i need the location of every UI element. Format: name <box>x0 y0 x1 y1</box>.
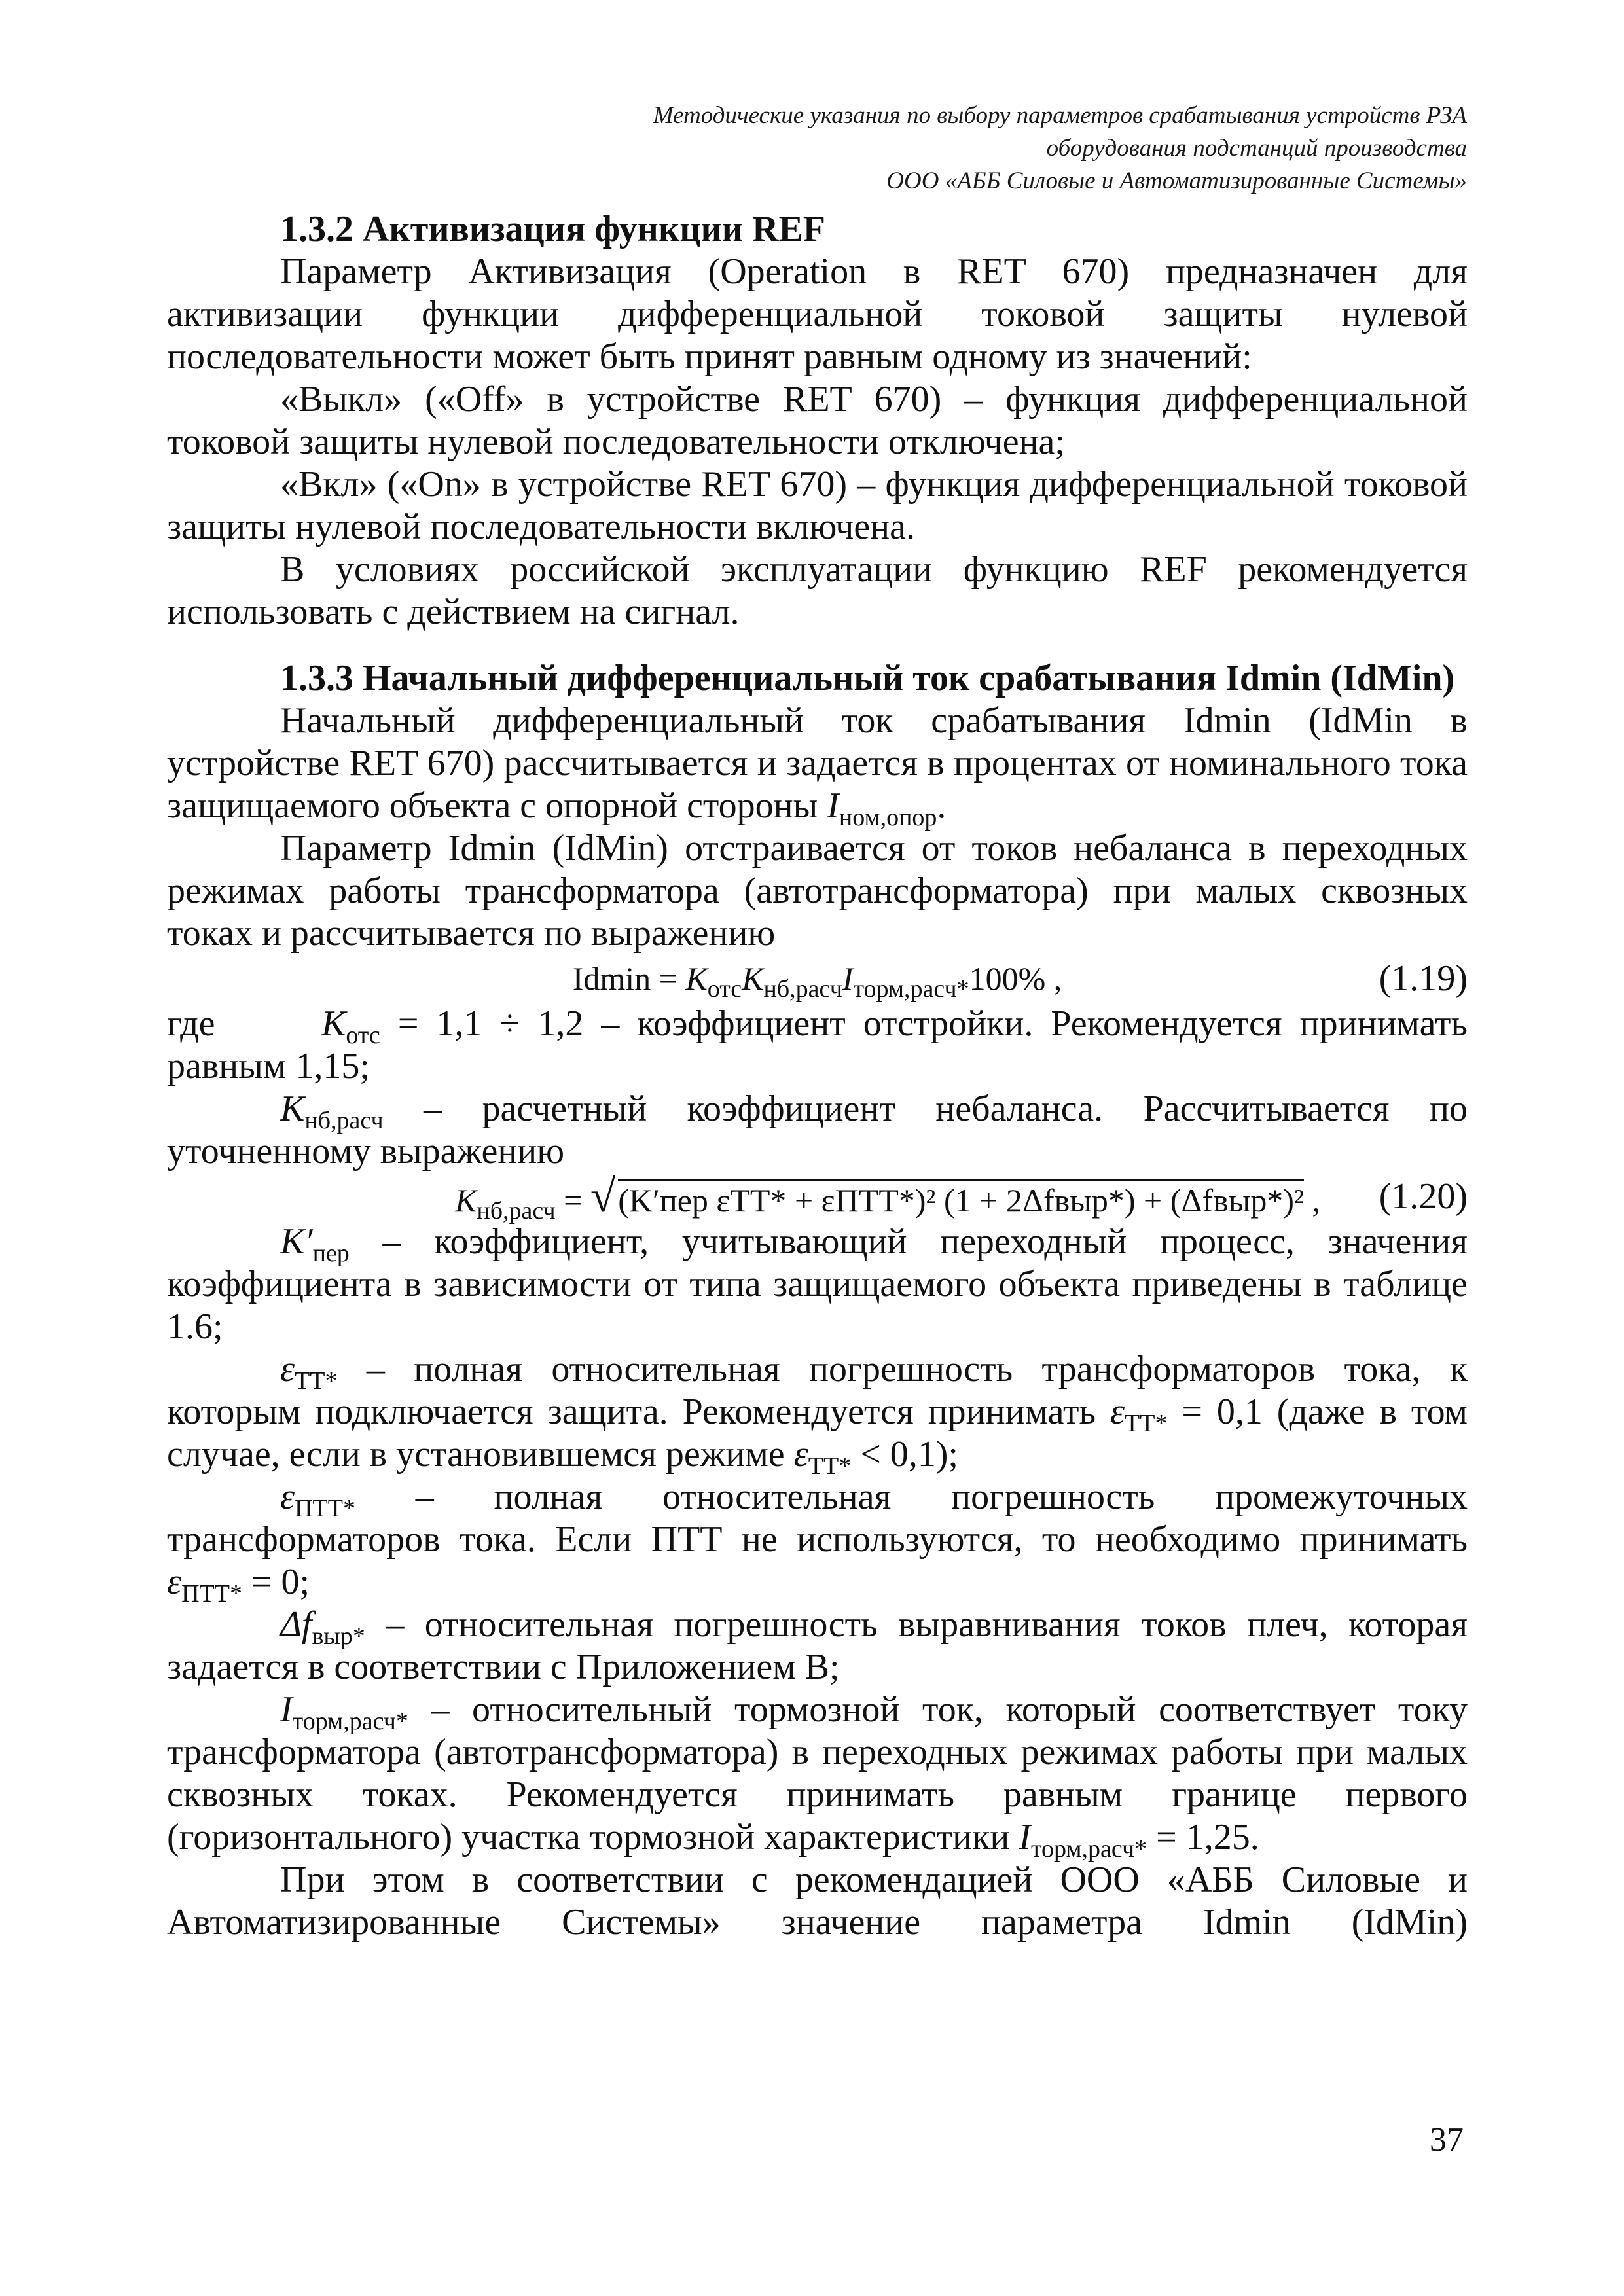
paragraph: Параметр Idmin (IdMin) отстраивается от токов небаланса в переходных режимах работы трансформатора (автотрансформатора) при малых сквозных токах и рассчитывается по выражению <box>167 828 1468 954</box>
formula-1-20: $K_{нб,расч} = √(K'пер$ εТТ* + εПТТ*)² (1 + 2Δfвыр*) + (Δfвыр*)² , (1.20) <box>455 1172 1468 1225</box>
definition-kots: где $K_{отс} = 1,1 \div 1,2$ – коэффициент отстройки. Рекомендуется принимать равным 1,15; <box>167 1003 1468 1086</box>
definition-dfvyr: $\Delta f_{выр*}$ – относительная погрешность выравнивания токов плеч, которая задается в соответствии с Приложением В; <box>167 1604 1468 1687</box>
paragraph: В условиях российской эксплуатации функцию REF рекомендуется использовать с действием на сигнал. <box>167 549 1468 632</box>
paragraph: Параметр Активизация (Operation в RET 670) предназначен для активизации функции дифференциальной токовой защиты нулевой последовательности может быть принят равным одному из значений: <box>167 251 1468 377</box>
paragraph: «Выкл» («Off» в устройстве RET 670) – функция дифференциальной токовой защиты нулевой последовательности отключена; <box>167 379 1468 462</box>
section-heading-1-3-3: 1.3.3 Начальный дифференциальный ток срабатывания Idmin (IdMin) <box>280 658 1455 698</box>
header-line-1: Методические указания по выбору параметров срабатывания устройств РЗА <box>653 102 1467 129</box>
definition-kper: $K'_{пер}$ – коэффициент, учитывающий переходный процесс, значения коэффициента в зависимости от типа защищаемого объекта приведены в таблице 1.6; <box>167 1221 1468 1347</box>
definition-ett: $\varepsilon_{ТТ*}$ – полная относительная погрешность трансформаторов тока, к которым подключается защита. Рекомендуется принимать $\varepsilon_{ТТ*} = 0,1$ (даже в том случае, если в установившемся режиме $\varepsilon_{ТТ*} < 0,1$); <box>167 1349 1468 1480</box>
formula-radicand: (K′пер εТТ* + εПТТ*)² (1 + 2Δfвыр*) + (Δfвыр*)² <box>618 1179 1304 1219</box>
paragraph-continued: При этом в соответствии с рекомендацией ООО «АББ Силовые и Автоматизированные Системы» значение параметра Idmin (IdMin) <box>167 1859 1468 1943</box>
formula-number: (1.20) <box>1379 1176 1468 1217</box>
definition-eptt: $\varepsilon_{ПТТ*}$ – полная относительная погрешность промежуточных трансформаторов тока. Если ПТТ не используются, то необходимо принимать $\varepsilon_{ПТТ*} = 0$; <box>167 1477 1468 1608</box>
section-heading-1-3-2: 1.3.2 Активизация функции REF <box>280 209 825 249</box>
page-number: 37 <box>1430 2121 1464 2159</box>
paragraph: «Вкл» («On» в устройстве RET 670) – функция дифференциальной токовой защиты нулевой последовательности включена. <box>167 464 1468 547</box>
header-line-2: оборудования подстанций производства <box>1046 135 1467 162</box>
page-body <box>167 208 1468 1944</box>
header-line-3: ООО «АББ Силовые и Автоматизированные Системы» <box>886 168 1467 194</box>
formula-number: (1.19) <box>1379 958 1468 999</box>
running-header <box>354 99 1467 198</box>
definition-knb: $K_{нб,расч}$ – расчетный коэффициент небаланса. Рассчитывается по уточненному выражению <box>167 1088 1468 1172</box>
definition-itorm: $I_{торм,расч*}$ – относительный тормозной ток, который соответствует току трансформатора (автотрансформатора) в переходных режимах работы при малых сквозных токах. Рекомендуется принимать равным границе первого (горизонтального) участка тормозной характеристики $I_{торм,расч*} = 1,25$. <box>167 1689 1468 1863</box>
paragraph: Начальный дифференциальный ток срабатывания Idmin (IdMin в устройстве RET 670) рассчитывается и задается в процентах от номинального тока защищаемого объекта с опорной стороны $I_{ном,опор}$. <box>167 700 1468 832</box>
formula-1-19: $Idmin = K_{отс}K_{нб,расч}I_{торм,расч*}100\%$ , (1.19) <box>572 958 1468 1003</box>
